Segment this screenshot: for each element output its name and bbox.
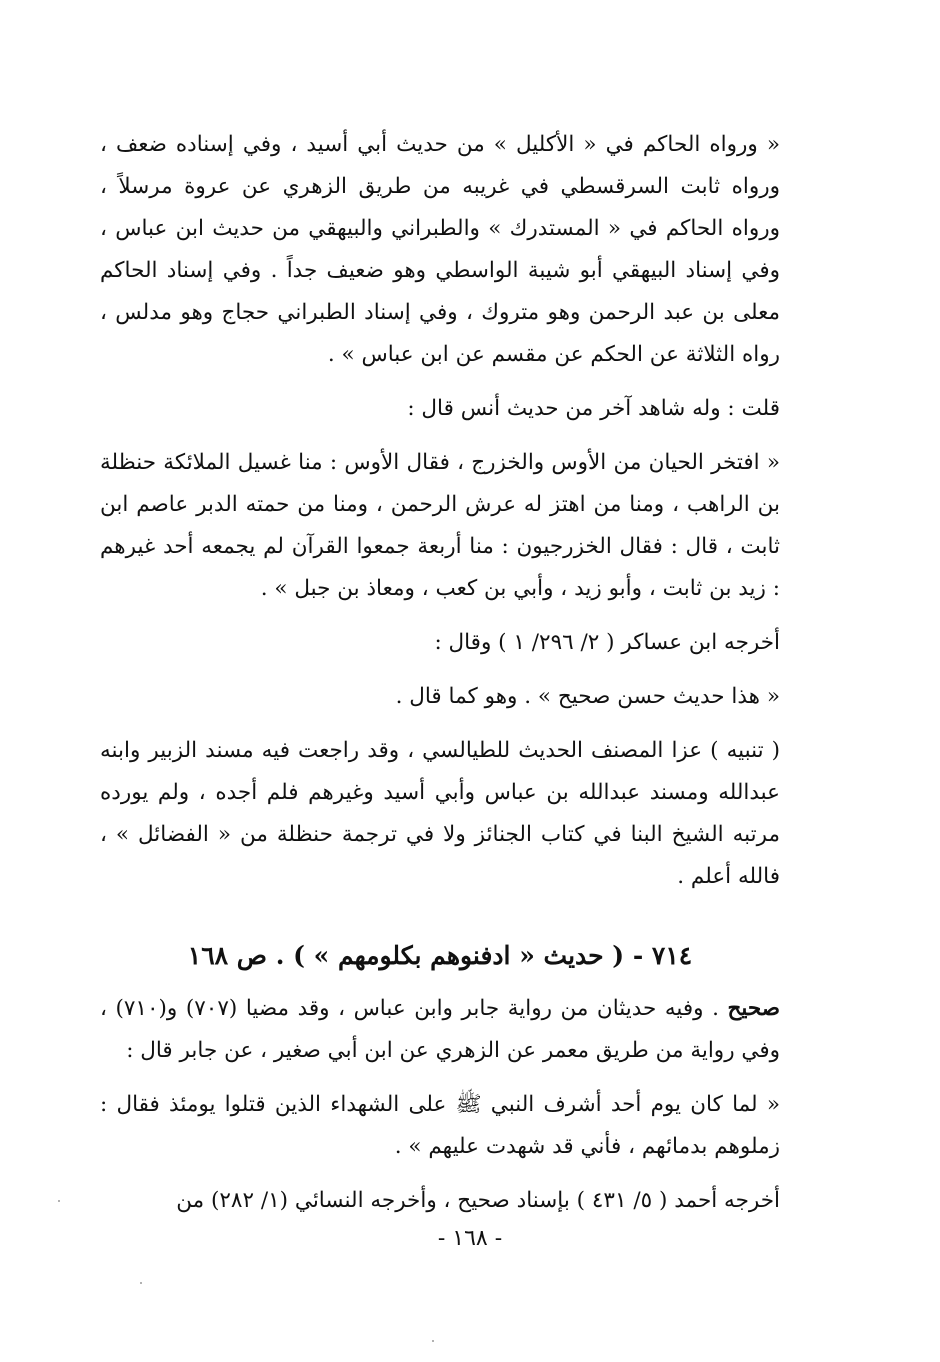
paragraph-ibn-asakir-source: أخرجه ابن عساكر ( ٢/ ٢٩٦/ ١ ) وقال :	[434, 630, 780, 655]
hadith-714-heading: ٧١٤ - ( حديث « ادفنوهم بكلومهم » ) . ص ١٦٨	[187, 941, 693, 970]
scan-speck	[140, 1282, 142, 1284]
verdict-label: صحيح	[727, 996, 780, 1021]
verdict-text: . وفيه حديثان من رواية جابر وابن عباس ، وقد مضيا (٧٠٧) و(٧١٠) ، وفي رواية من طريق معمر عن الزهري عن ابن أبي صغير ، عن جابر قال :	[100, 996, 780, 1063]
scan-speck	[432, 1340, 434, 1342]
paragraph-tanbih-note: ( تنبيه ) عزا المصنف الحديث للطيالسي ، وقد راجعت فيه مسند الزبير وابنه عبدالله ومسند عبدالله بن عباس وأبي أسيد وغيرهم فلم أجده ، ولم يورده مرتبه الشيخ البنا في كتاب الجنائز ولا في ترجمة حنظلة من « الفضائل » ، فالله أعلم .	[100, 738, 780, 889]
page-number: - ١٦٨ -	[437, 1226, 503, 1251]
scan-speck	[58, 1200, 60, 1202]
paragraph-anas-witness-intro: قلت : وله شاهد آخر من حديث أنس قال :	[407, 396, 780, 421]
paragraph-verdict	[100, 988, 780, 1072]
paragraph-hakim-narration: « ورواه الحاكم في « الأكليل » من حديث أبي أسيد ، وفي إسناده ضعف ، ورواه ثابت السرقسطي في غريبه من طريق الزهري عن عروة مرسلاً ، ورواه الحاكم في « المستدرك » والطبراني والبيهقي من حديث ابن عباس ، وفي إسناد البيهقي أبو شيبة الواسطي وهو ضعيف جداً . وفي إسناد الحاكم معلى بن عبد الرحمن وهو متروك ، وفي إسناد الطبراني حجاج وهو مدلس ، رواه الثلاثة عن الحكم عن مقسم عن ابن عباس » .	[100, 132, 780, 367]
paragraph-ahmad-nasai-source: أخرجه أحمد ( ٥/ ٤٣١ ) بإسناد صحيح ، وأخرجه النسائي (١/ ٢٨٢) من	[176, 1188, 780, 1213]
paragraph-uhud-hadith: « لما كان يوم أحد أشرف النبي ﷺ على الشهداء الذين قتلوا يومئذ فقال : زملوهم بدمائهم ، فأني قد شهدت عليهم » .	[100, 1092, 780, 1159]
paragraph-aws-khazraj-hadith: « افتخر الحيان من الأوس والخزرج ، فقال الأوس : منا غسيل الملائكة حنظلة بن الراهب ، ومنا من اهتز له عرش الرحمن ، ومنا من حمته الدبر عاصم ابن ثابت ، قال : فقال الخزرجيون : منا أربعة جمعوا القرآن لم يجمعه أحد غيرهم : زيد بن ثابت ، وأبو زيد ، وأبي بن كعب ، ومعاذ بن جبل » .	[100, 450, 780, 601]
paragraph-grading-quote: « هذا حديث حسن صحيح » . وهو كما قال .	[395, 684, 780, 709]
